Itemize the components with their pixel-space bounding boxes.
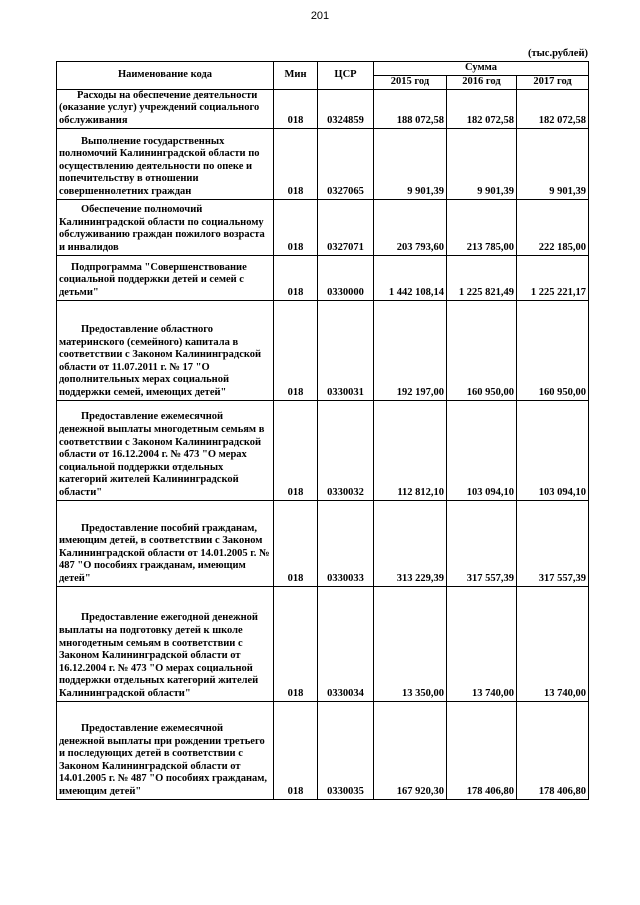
header-2015: 2015 год xyxy=(374,75,447,89)
row-min: 018 xyxy=(274,701,318,799)
row-name: Подпрограмма "Совершенствование социальной поддержки детей и семей с детьми" xyxy=(57,255,274,300)
row-name: Обеспечение полномочий Калининградской области по социальному обслуживанию граждан пожилого возраста и инвалидов xyxy=(57,199,274,255)
row-2016: 1 225 821,49 xyxy=(447,255,517,300)
row-2017: 178 406,80 xyxy=(517,701,589,799)
row-2016: 213 785,00 xyxy=(447,199,517,255)
row-2017: 1 225 221,17 xyxy=(517,255,589,300)
row-csr: 0330033 xyxy=(318,500,374,586)
row-csr: 0327071 xyxy=(318,199,374,255)
table-row xyxy=(57,128,589,199)
row-2016: 182 072,58 xyxy=(447,89,517,128)
row-name: Предоставление пособий гражданам, имеющим детей, в соответствии с Законом Калининградской области от 14.01.2005 г. № 487 "О пособиях гражданам, имеющим детей" xyxy=(57,500,274,586)
row-2017: 222 185,00 xyxy=(517,199,589,255)
row-name: Предоставление ежегодной денежной выплаты на подготовку детей к школе многодетным семьям в соответствии с Законом Калининградской области от 16.12.2004 г. № 473 "О мерах социальной поддержки отдельных категорий жителей Калининградской области" xyxy=(57,586,274,701)
row-2016: 317 557,39 xyxy=(447,500,517,586)
row-name: Предоставление ежемесячной денежной выплаты многодетным семьям в соответствии с Законом Калининградской области от 16.12.2004 г. № 473 "О мерах социальной поддержки отдельных категорий жителей Калининградской области" xyxy=(57,400,274,500)
row-2015: 167 920,30 xyxy=(374,701,447,799)
row-2015: 192 197,00 xyxy=(374,300,447,400)
row-min: 018 xyxy=(274,128,318,199)
header-min: Мин xyxy=(274,62,318,90)
table-row xyxy=(57,400,589,500)
row-2016: 13 740,00 xyxy=(447,586,517,701)
table-row xyxy=(57,586,589,701)
row-2017: 317 557,39 xyxy=(517,500,589,586)
units-label: (тыс.рублей) xyxy=(527,48,588,59)
row-min: 018 xyxy=(274,500,318,586)
table-row xyxy=(57,300,589,400)
row-csr: 0330031 xyxy=(318,300,374,400)
row-2015: 203 793,60 xyxy=(374,199,447,255)
row-2017: 160 950,00 xyxy=(517,300,589,400)
row-2015: 1 442 108,14 xyxy=(374,255,447,300)
table-row xyxy=(57,199,589,255)
row-csr: 0327065 xyxy=(318,128,374,199)
row-2015: 313 229,39 xyxy=(374,500,447,586)
row-name: Расходы на обеспечение деятельности (оказание услуг) учреждений социального обслуживания xyxy=(57,89,274,128)
row-min: 018 xyxy=(274,300,318,400)
header-2017: 2017 год xyxy=(517,75,589,89)
row-2017: 9 901,39 xyxy=(517,128,589,199)
row-csr: 0324859 xyxy=(318,89,374,128)
page-number: 201 xyxy=(310,10,330,22)
budget-table xyxy=(56,61,589,800)
row-min: 018 xyxy=(274,255,318,300)
row-2015: 112 812,10 xyxy=(374,400,447,500)
row-2015: 13 350,00 xyxy=(374,586,447,701)
row-min: 018 xyxy=(274,199,318,255)
row-2016: 178 406,80 xyxy=(447,701,517,799)
row-name: Предоставление областного материнского (семейного) капитала в соответствии с Законом Калининградской области от 11.07.2011 г. № 17 "О дополнительных мерах социальной поддержки семей, имеющих детей" xyxy=(57,300,274,400)
row-csr: 0330035 xyxy=(318,701,374,799)
row-min: 018 xyxy=(274,586,318,701)
row-2016: 9 901,39 xyxy=(447,128,517,199)
table-row xyxy=(57,89,589,128)
table-row xyxy=(57,255,589,300)
header-csr: ЦСР xyxy=(318,62,374,90)
row-name: Выполнение государственных полномочий Калининградской области по осуществлению деятельности по опеке и попечительству в отношении совершеннолетних граждан xyxy=(57,128,274,199)
row-2015: 9 901,39 xyxy=(374,128,447,199)
row-csr: 0330034 xyxy=(318,586,374,701)
row-2016: 103 094,10 xyxy=(447,400,517,500)
row-2015: 188 072,58 xyxy=(374,89,447,128)
row-2017: 182 072,58 xyxy=(517,89,589,128)
row-2017: 13 740,00 xyxy=(517,586,589,701)
row-2016: 160 950,00 xyxy=(447,300,517,400)
header-2016: 2016 год xyxy=(447,75,517,89)
row-2017: 103 094,10 xyxy=(517,400,589,500)
row-name: Предоставление ежемесячной денежной выплаты при рождении третьего и последующих детей в соответствии с Законом Калининградской области от 14.01.2005 г. № 487 "О пособиях гражданам, имеющим детей" xyxy=(57,701,274,799)
table-row xyxy=(57,701,589,799)
row-min: 018 xyxy=(274,89,318,128)
row-min: 018 xyxy=(274,400,318,500)
row-csr: 0330000 xyxy=(318,255,374,300)
table-row xyxy=(57,500,589,586)
header-name: Наименование кода xyxy=(57,62,274,90)
header-sum: Сумма xyxy=(374,62,589,76)
row-csr: 0330032 xyxy=(318,400,374,500)
